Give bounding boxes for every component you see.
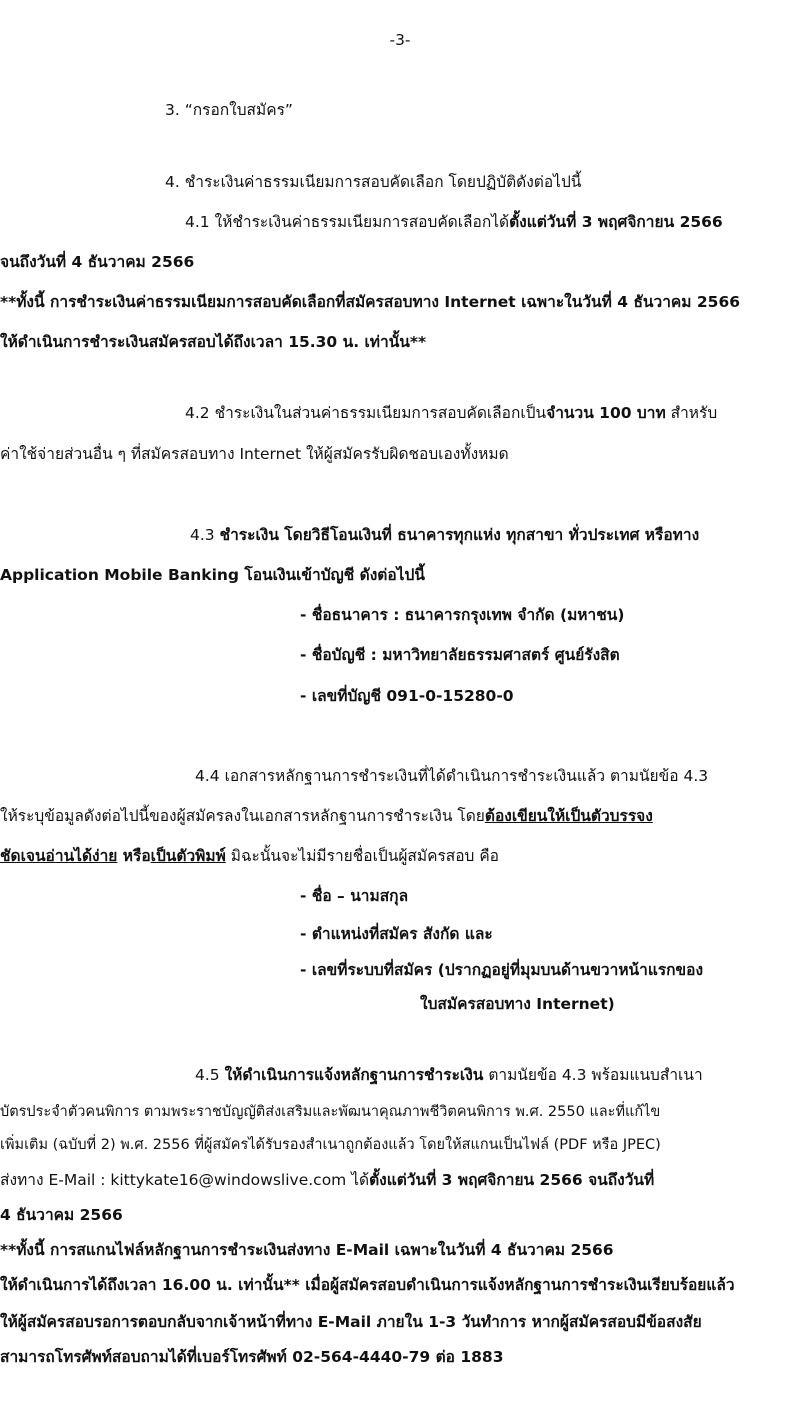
bank-name [300,605,624,625]
item-4-5-line-5 [0,1205,123,1225]
item-4-3-number: 4.3 [190,526,220,544]
item-4-3-line-1 [190,525,699,545]
item-4-3-text: ชำระเงิน โดยวิธีโอนเงินที่ ธนาคารทุกแห่ง ทุกสาขา ทั่วประเทศ หรือทาง [219,526,700,544]
item-4-5-line-9 [0,1347,503,1367]
item-4-4-text-end: มิฉะนั้นจะไม่มีรายชื่อเป็นผู้สมัครสอบ คือ [225,847,499,865]
item-4-5-note-1 [0,1240,614,1260]
item-4-1-line-1 [185,212,723,232]
item-4-1-note-text-2: ให้ดำเนินการชำระเงินสมัครสอบได้ถึงเวลา 15.30 น. เท่านั้น** [0,333,427,351]
item-4-3-line-2 [0,565,425,585]
item-4-5-line-8 [0,1312,702,1332]
item-4-5-note-text-2: ให้ดำเนินการได้ถึงเวลา 16.00 น. เท่านั้น** [0,1276,300,1294]
item-4-2-text: 4.2 ชำระเงินในส่วนค่าธรรมเนียมการสอบคัดเลือกเป็น [185,404,547,422]
item-4-5-line-3: เพิ่มเติม (ฉบับที่ 2) พ.ศ. 2556 ที่ผู้สมัครได้รับรองสำเนาถูกต้องแล้ว โดยให้สแกนเป็นไฟล์ (PDF หรือ JPEC) [0,1137,661,1153]
item-4-3-text-2: Application Mobile Banking โอนเงินเข้าบัญชี ดังต่อไปนี้ [0,566,425,584]
item-4-5-note-text-1: **ทั้งนี้ การสแกนไฟล์หลักฐานการชำระเงินส่งทาง E-Mail เฉพาะในวันที่ 4 ธันวาคม 2566 [0,1241,614,1259]
item-4-4-line-2 [0,806,653,826]
account-name-text: - ชื่อบัญชี : มหาวิทยาลัยธรรมศาสตร์ ศูนย์รังสิต [300,646,620,664]
item-4-4-underlined-2: ชัดเจนอ่านได้ง่าย [0,847,118,865]
item-4-1-note-text-1: **ทั้งนี้ การชำระเงินค่าธรรมเนียมการสอบคัดเลือกที่สมัครสอบทาง Internet เฉพาะในวันที่ 4 ธันวาคม 2566 [0,293,741,311]
item-4-5-line-1 [195,1065,703,1085]
item-4-1-line-2 [0,252,194,272]
item-4-4-bullet-2-text: - ตำแหน่งที่สมัคร สังกัด และ [300,925,493,943]
item-4-1-date-end: จนถึงวันที่ 4 ธันวาคม 2566 [0,253,195,271]
item-4-5-bold: ให้ดำเนินการแจ้งหลักฐานการชำระเงิน [224,1066,484,1084]
item-4-4-or: หรือ [117,847,151,865]
account-number-text: - เลขที่บัญชี 091-0-15280-0 [300,687,514,705]
item-4-4-bullet-1 [300,886,408,906]
item-4-5-number: 4.5 [195,1066,225,1084]
item-3: 3. “กรอกใบสมัคร” [165,101,293,119]
page-number: -3- [389,31,411,49]
item-4-5-email: ส่งทาง E-Mail : kittykate16@windowslive.com ได้ [0,1171,370,1189]
item-4-4-bullet-2 [300,924,493,944]
item-4-5-text: ตามนัยข้อ 4.3 พร้อมแนบสำเนา [483,1066,703,1084]
item-4-1-note-2 [0,332,426,352]
item-4-4-bullet-3-text: - เลขที่ระบบที่สมัคร (ปรากฏอยู่ที่มุมบนด้านขวาหน้าแรกของ [300,961,704,979]
item-4-4-bullet-3-cont [420,994,615,1014]
item-4-5-reply-text: ให้ผู้สมัครสอบรอการตอบกลับจากเจ้าหน้าที่ทาง E-Mail ภายใน 1-3 วันทำการ หากผู้สมัครสอบมีข้อสงสัย [0,1313,702,1331]
bank-name-text: - ชื่อธนาคาร : ธนาคารกรุงเทพ จำกัด (มหาชน) [300,606,625,624]
account-number [300,686,514,706]
item-4-4-bullet-1-text: - ชื่อ – นามสกุล [300,887,409,905]
account-name [300,645,620,665]
item-4-2-text-end: สำหรับ [665,404,718,422]
item-4-5-line-4 [0,1170,654,1190]
item-4-1-date-start: ตั้งแต่วันที่ 3 พฤศจิกายน 2566 [509,213,723,231]
item-4-heading: 4. ชำระเงินค่าธรรมเนียมการสอบคัดเลือก โดยปฏิบัติดังต่อไปนี้ [165,173,582,191]
item-4-4-underlined-1: ต้องเขียนให้เป็นตัวบรรจง [484,807,653,825]
item-4-2-amount: จำนวน 100 บาท [546,404,666,422]
item-4-2-line-2: ค่าใช้จ่ายส่วนอื่น ๆ ที่สมัครสอบทาง Internet ให้ผู้สมัครรับผิดชอบเองทั้งหมด [0,445,509,463]
item-4-4-text: ให้ระบุข้อมูลดังต่อไปนี้ของผู้สมัครลงในเอกสารหลักฐานการชำระเงิน โดย [0,807,485,825]
item-4-1-note-1 [0,292,740,312]
item-4-5-note-text-3: เมื่อผู้สมัครสอบดำเนินการแจ้งหลักฐานการชำระเงินเรียบร้อยแล้ว [299,1276,735,1294]
item-4-5-date-end: 4 ธันวาคม 2566 [0,1206,123,1224]
item-4-4-bullet-3 [300,960,703,980]
item-4-5-note-2 [0,1275,735,1295]
item-4-1-text: 4.1 ให้ชำระเงินค่าธรรมเนียมการสอบคัดเลือกได้ [185,213,510,231]
item-4-4-bullet-3-cont-text: ใบสมัครสอบทาง Internet) [420,995,615,1013]
item-4-5-phone-text: สามารถโทรศัพท์สอบถามได้ที่เบอร์โทรศัพท์ 02-564-4440-79 ต่อ 1883 [0,1348,504,1366]
item-4-5-date-start: ตั้งแต่วันที่ 3 พฤศจิกายน 2566 จนถึงวันที่ [369,1171,655,1189]
item-4-4-underlined-3: เป็นตัวพิมพ์ [150,847,226,865]
item-4-5-line-2: บัตรประจำตัวคนพิการ ตามพระราชบัญญัติส่งเสริมและพัฒนาคุณภาพชีวิตคนพิการ พ.ศ. 2550 และที่แก้ไข [0,1104,661,1120]
item-4-4-line-1: 4.4 เอกสารหลักฐานการชำระเงินที่ได้ดำเนินการชำระเงินแล้ว ตามนัยข้อ 4.3 [195,767,709,785]
item-4-2-line-1 [185,403,717,423]
item-4-4-line-3 [0,846,499,866]
